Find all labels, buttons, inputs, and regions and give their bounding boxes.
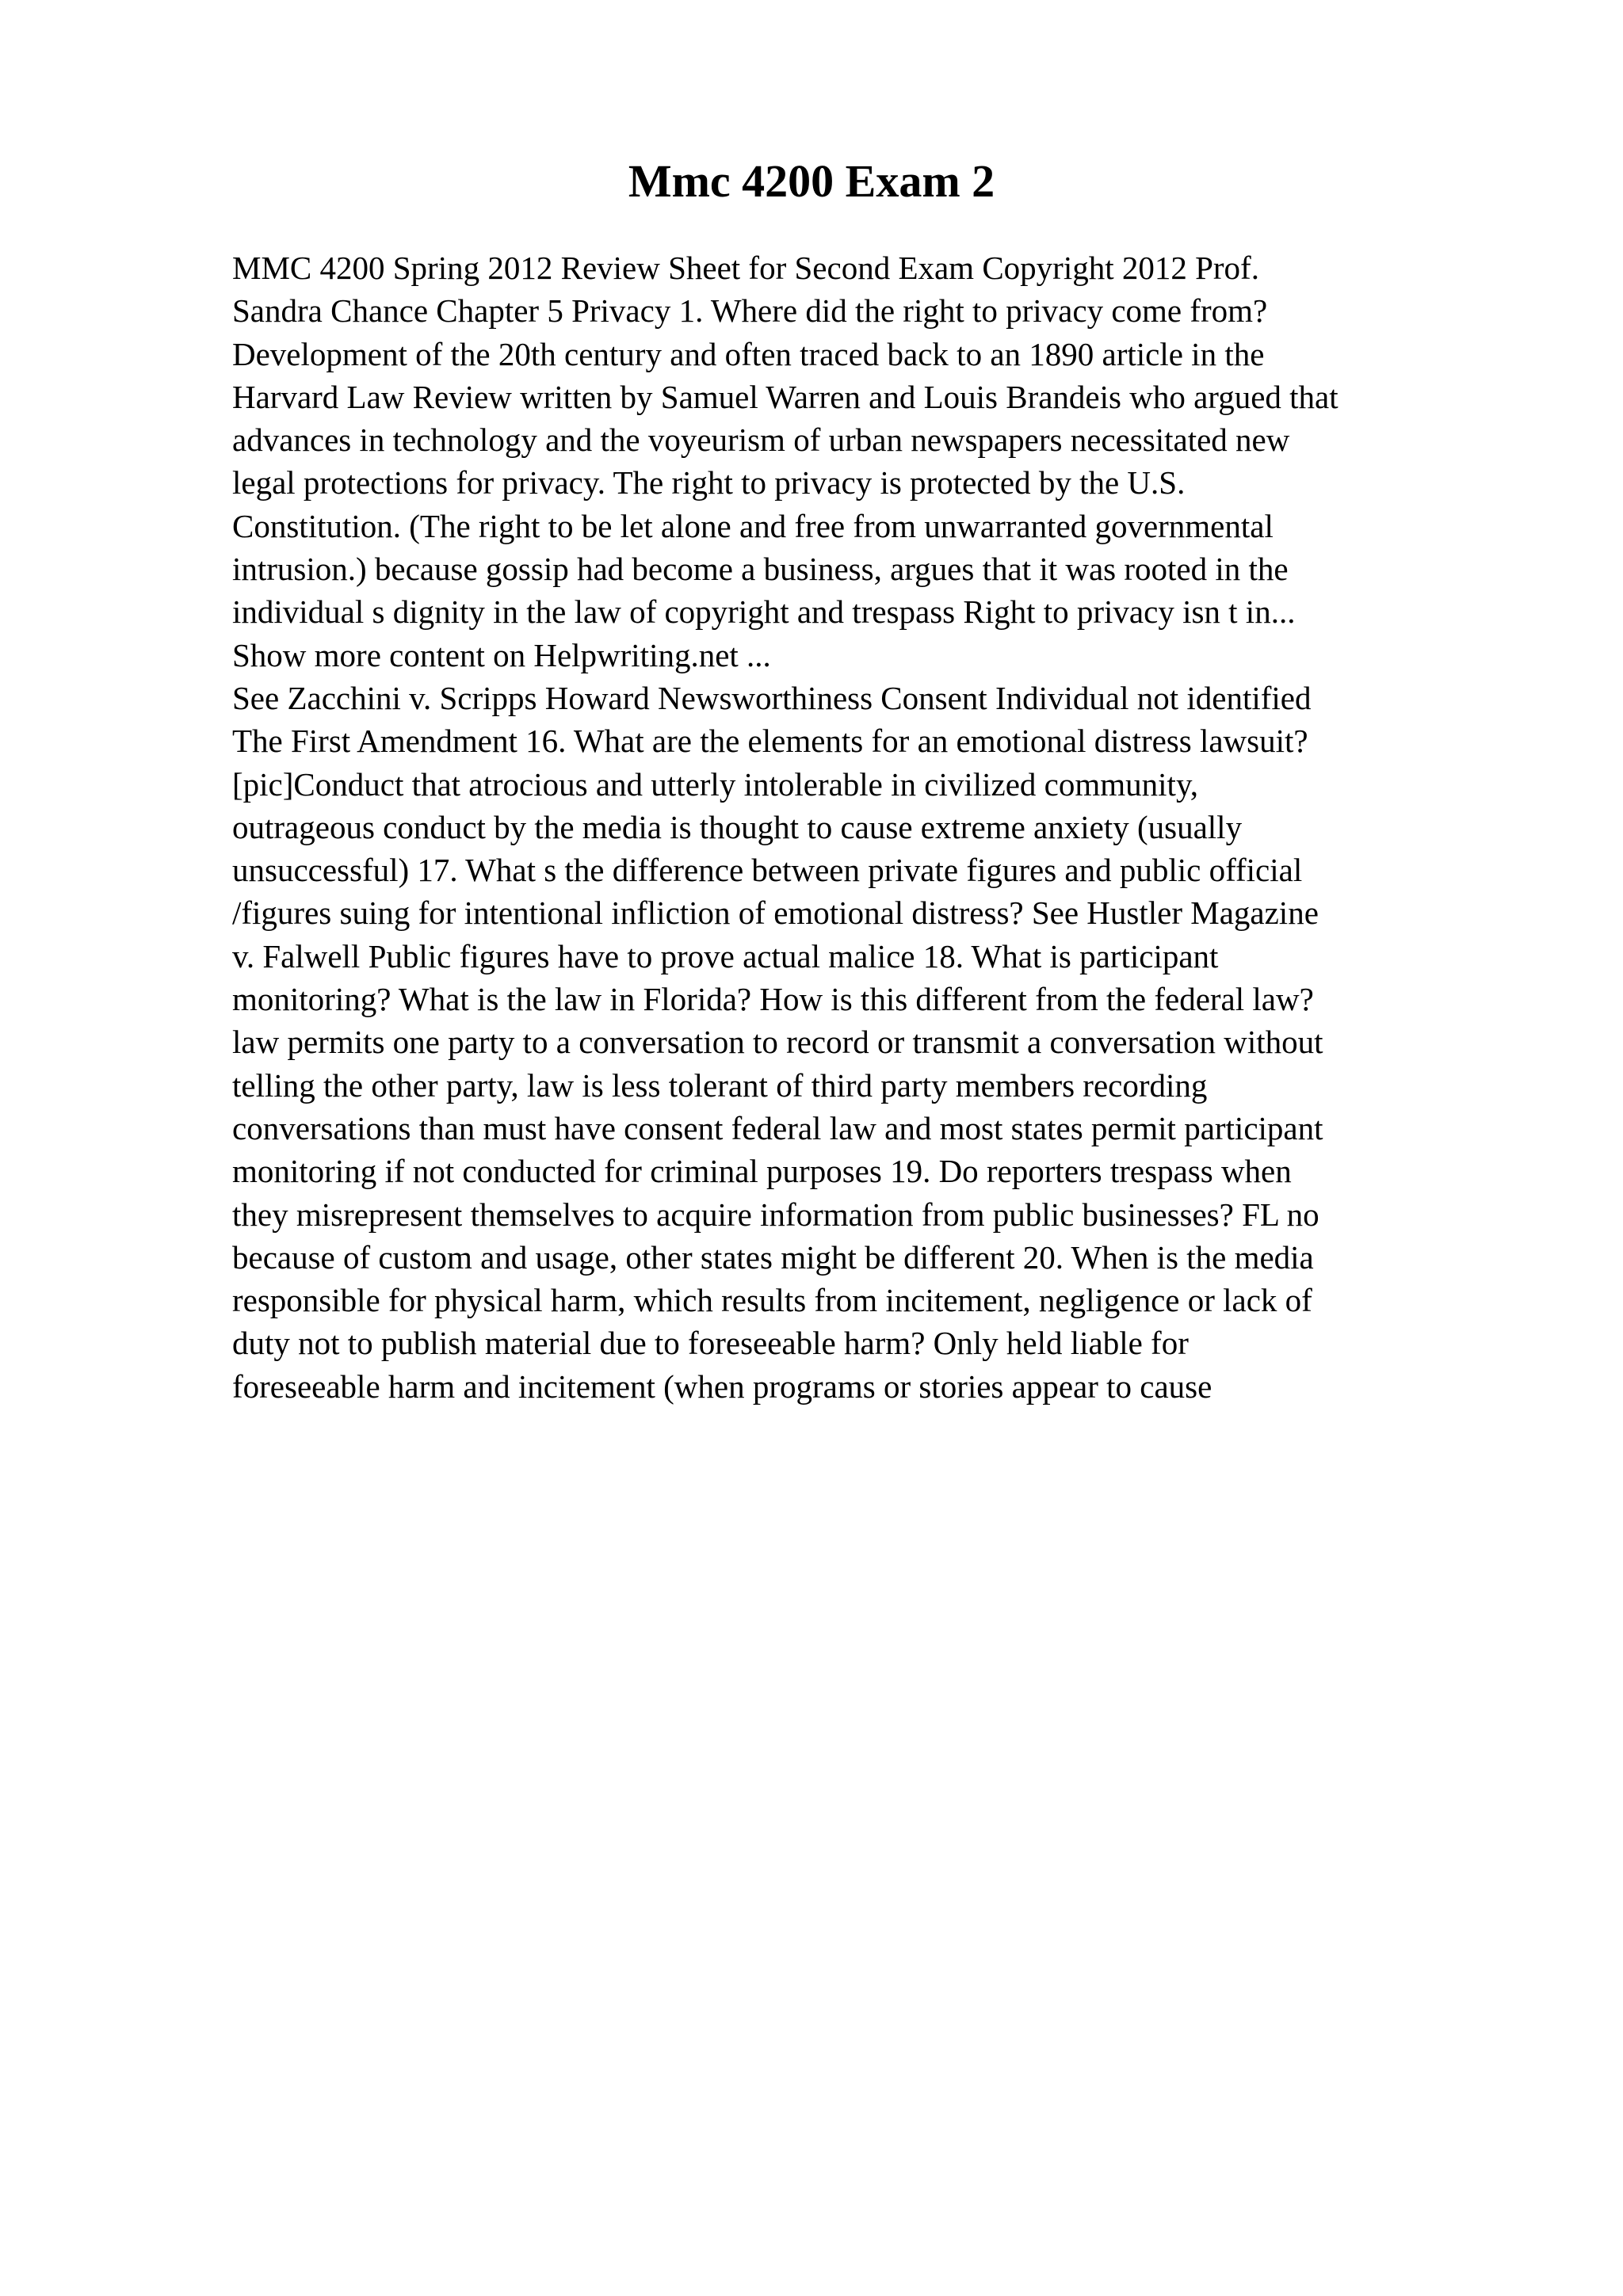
text-line: v. Falwell Public figures have to prove actual malice 18. What is participant bbox=[232, 937, 1219, 974]
text-line: See Zacchini v. Scripps Howard Newsworthiness Consent Individual not identified bbox=[232, 679, 1312, 716]
text-line: legal protections for privacy. The right to privacy is protected by the U.S. bbox=[232, 464, 1186, 502]
text-line: Sandra Chance Chapter 5 Privacy 1. Where did the right to privacy come from? bbox=[232, 292, 1268, 330]
text-line: duty not to publish material due to foreseeable harm? Only held liable for bbox=[232, 1325, 1189, 1362]
text-line: monitoring? What is the law in Florida? How is this different from the federal law? bbox=[232, 981, 1314, 1018]
text-line: The First Amendment 16. What are the elements for an emotional distress lawsuit? bbox=[232, 723, 1308, 760]
paragraph-1 bbox=[232, 246, 1548, 677]
document-body bbox=[232, 246, 1548, 1408]
text-line: conversations than must have consent federal law and most states permit participant bbox=[232, 1109, 1323, 1146]
text-line: unsuccessful) 17. What s the difference between private figures and public official bbox=[232, 852, 1303, 889]
document-title: Mmc 4200 Exam 2 bbox=[628, 155, 995, 207]
text-line: because of custom and usage, other states might be different 20. When is the media bbox=[232, 1238, 1314, 1276]
text-line: monitoring if not conducted for criminal purposes 19. Do reporters trespass when bbox=[232, 1153, 1292, 1190]
text-line: /figures suing for intentional infliction of emotional distress? See Hustler Magazine bbox=[232, 894, 1319, 932]
text-line: outrageous conduct by the media is thought to cause extreme anxiety (usually bbox=[232, 808, 1243, 845]
text-line: Development of the 20th century and often traced back to an 1890 article in the bbox=[232, 335, 1265, 372]
show-more-line: Show more content on Helpwriting.net ... bbox=[232, 636, 771, 673]
text-line: MMC 4200 Spring 2012 Review Sheet for Second Exam Copyright 2012 Prof. bbox=[232, 250, 1259, 286]
text-line: intrusion.) because gossip had become a business, argues that it was rooted in the bbox=[232, 551, 1289, 588]
text-line: individual s dignity in the law of copyright and trespass Right to privacy isn t in... bbox=[232, 593, 1296, 631]
text-line: Harvard Law Review written by Samuel Warren and Louis Brandeis who argued that bbox=[232, 378, 1338, 415]
text-line: Constitution. (The right to be let alone and free from unwarranted governmental bbox=[232, 507, 1274, 544]
text-line: advances in technology and the voyeurism of urban newspapers necessitated new bbox=[232, 421, 1290, 459]
text-line: law permits one party to a conversation to record or transmit a conversation without bbox=[232, 1024, 1323, 1061]
paragraph-2 bbox=[232, 677, 1548, 1408]
text-line: [pic]Conduct that atrocious and utterly intolerable in civilized community, bbox=[232, 765, 1199, 803]
text-line: they misrepresent themselves to acquire information from public businesses? FL no bbox=[232, 1196, 1319, 1233]
text-line: responsible for physical harm, which results from incitement, negligence or lack of bbox=[232, 1282, 1312, 1319]
text-line: telling the other party, law is less tolerant of third party members recording bbox=[232, 1066, 1208, 1104]
text-line: foreseeable harm and incitement (when programs or stories appear to cause bbox=[232, 1367, 1212, 1405]
